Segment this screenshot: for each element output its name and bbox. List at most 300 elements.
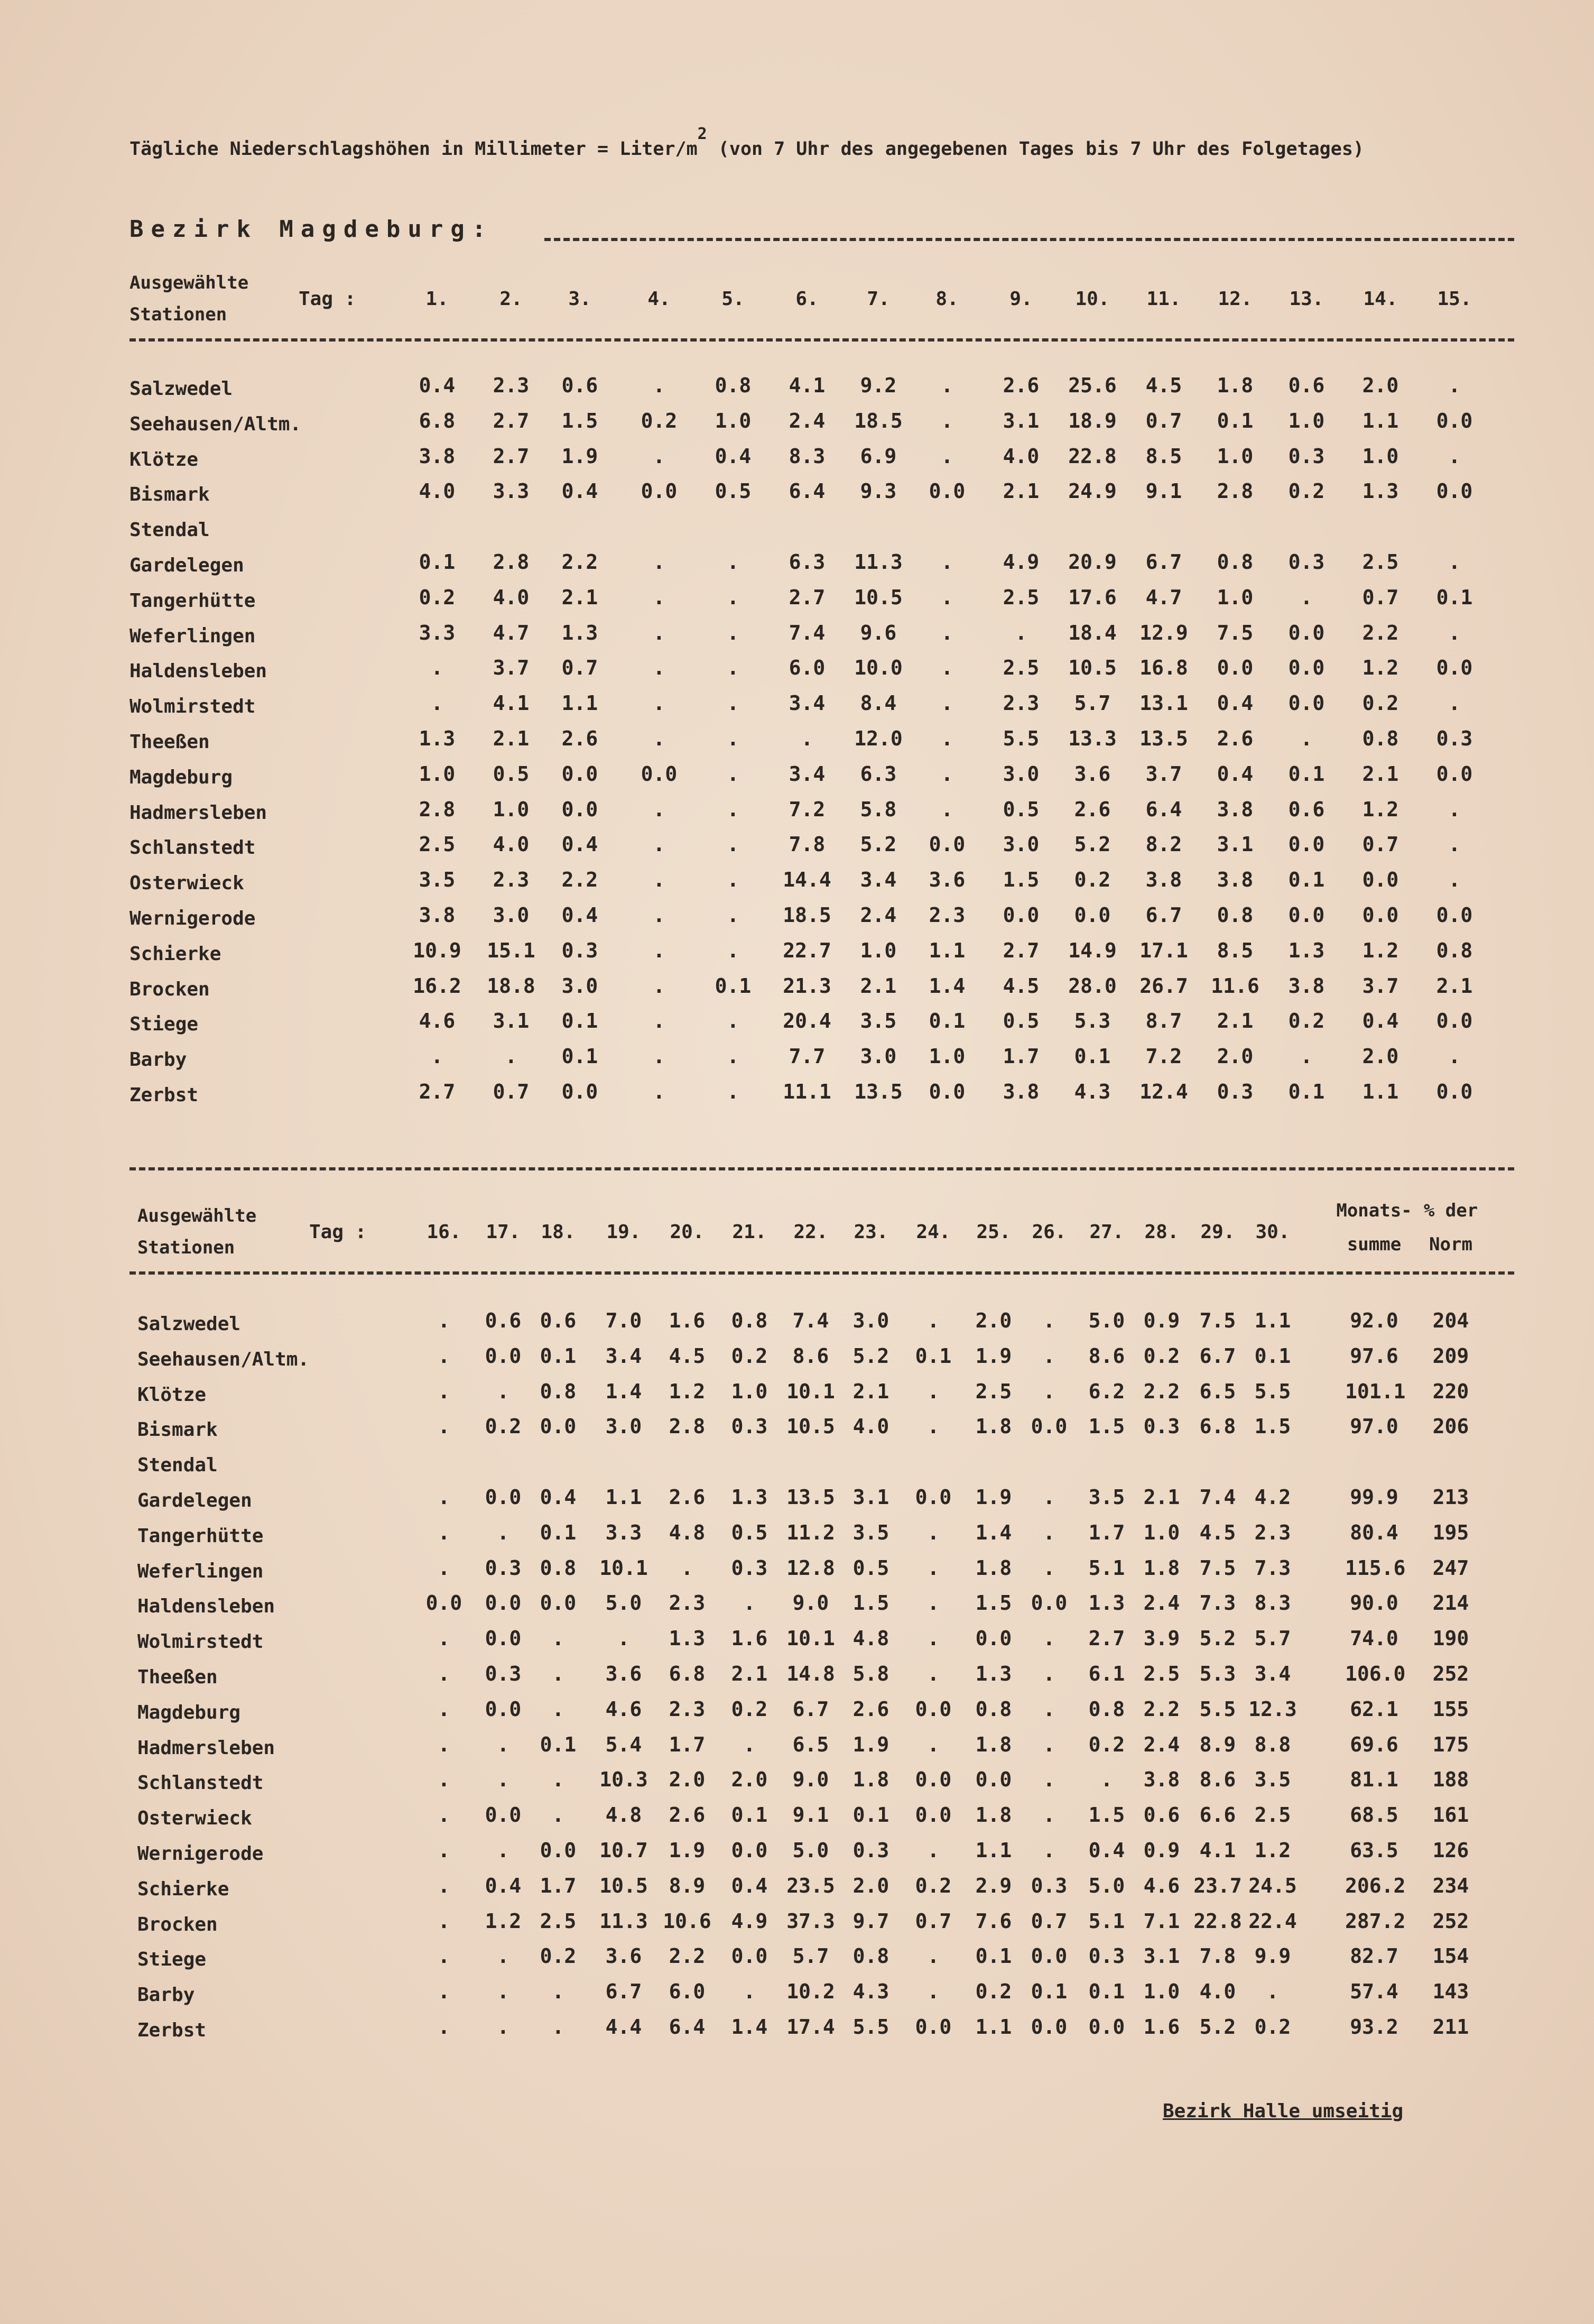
- table-cell: 0.0: [1436, 1009, 1473, 1033]
- station-name: Weferlingen: [129, 625, 256, 647]
- station-name: Tangerhütte: [129, 589, 256, 612]
- table-cell: .: [505, 1045, 517, 1068]
- table-cell: 8.9: [1199, 1732, 1236, 1756]
- table-cell: 2.8: [493, 550, 530, 574]
- table-cell: 5.0: [605, 1591, 642, 1615]
- table-cell: .: [681, 1556, 693, 1580]
- table-cell: .: [653, 444, 665, 468]
- table-cell: 0.0: [641, 479, 678, 503]
- station-name: Magdeburg: [129, 766, 233, 788]
- table-cell: .: [927, 1662, 940, 1685]
- table-cell: 0.0: [540, 1839, 577, 1862]
- table-cell: 4.0: [493, 585, 530, 609]
- table-cell: 5.2: [852, 1344, 889, 1368]
- table-cell: .: [1043, 1486, 1055, 1509]
- table-cell: .: [1448, 1045, 1461, 1068]
- table-cell: .: [1043, 1344, 1055, 1368]
- table-cell: .: [743, 1980, 756, 2004]
- region-underline: [544, 238, 1514, 241]
- table-cell: 2.7: [789, 585, 826, 609]
- station-name: Klötze: [129, 448, 199, 471]
- table-cell: .: [927, 1944, 940, 1968]
- table-cell: 6.6: [1199, 1803, 1236, 1827]
- table-cell: .: [552, 1980, 564, 2004]
- table-cell: .: [438, 1520, 450, 1544]
- table-cell: 3.0: [1003, 762, 1040, 786]
- table-cell: 0.2: [1362, 691, 1399, 715]
- table-cell: 0.0: [915, 1486, 952, 1509]
- table-cell: 1.4: [975, 1520, 1012, 1544]
- table-cell: 5.1: [1088, 1556, 1125, 1580]
- day-header-10: 10.: [1075, 288, 1110, 310]
- table-cell: 155: [1432, 1697, 1469, 1721]
- table-cell: 9.6: [860, 621, 897, 644]
- table-cell: 17.1: [1139, 938, 1188, 962]
- station-name: Hadmersleben: [129, 801, 267, 824]
- table-cell: 0.0: [485, 1486, 522, 1509]
- table-cell: 4.5: [1199, 1520, 1236, 1544]
- station-name: Barby: [129, 1049, 187, 1071]
- header-monthly-sum-line: summe: [1347, 1234, 1402, 1255]
- table-cell: .: [438, 1627, 450, 1650]
- day-header-7: 7.: [867, 288, 890, 310]
- table-cell: 6.7: [1199, 1344, 1236, 1368]
- table-cell: 0.5: [731, 1520, 768, 1544]
- table-cell: 0.0: [561, 1080, 598, 1103]
- table-cell: 3.6: [605, 1662, 642, 1685]
- table-cell: 0.0: [1088, 2015, 1125, 2039]
- table-cell: 6.3: [789, 550, 826, 574]
- table-cell: 6.5: [1199, 1379, 1236, 1403]
- table-cell: .: [927, 1415, 940, 1438]
- table-cell: 13.5: [1139, 727, 1188, 750]
- table-cell: 13.1: [1139, 691, 1188, 715]
- table-cell: .: [727, 656, 739, 680]
- table-cell: 14.9: [1068, 938, 1117, 962]
- station-name: Haldensleben: [129, 660, 267, 683]
- table-cell: 0.0: [1217, 656, 1254, 680]
- table-cell: 28.0: [1068, 974, 1117, 998]
- day-header-18: 18.: [541, 1221, 576, 1243]
- table-cell: 3.6: [929, 868, 966, 892]
- table-cell: 2.7: [1088, 1627, 1125, 1650]
- table-cell: 5.2: [1199, 1627, 1236, 1650]
- table-cell: 4.4: [605, 2015, 642, 2039]
- table-cell: 204: [1432, 1309, 1469, 1332]
- day-header-26: 26.: [1032, 1221, 1067, 1243]
- table-cell: .: [438, 1909, 450, 1933]
- table-cell: 3.9: [1143, 1627, 1180, 1650]
- table-cell: 0.0: [561, 797, 598, 821]
- table-cell: .: [927, 1732, 940, 1756]
- table-cell: 4.6: [1143, 1874, 1180, 1897]
- table-cell: 0.1: [1288, 1080, 1325, 1103]
- table-cell: .: [1043, 1839, 1055, 1862]
- table-cell: 10.0: [854, 656, 903, 680]
- table-cell: 0.1: [561, 1045, 598, 1068]
- table-cell: 0.0: [1436, 1080, 1473, 1103]
- table-cell: 12.9: [1139, 621, 1188, 644]
- day-header-21: 21.: [732, 1221, 767, 1243]
- table-cell: 2.4: [1143, 1732, 1180, 1756]
- table-cell: 1.0: [731, 1379, 768, 1403]
- table-cell: 0.2: [1088, 1732, 1125, 1756]
- table-cell: 3.4: [789, 691, 826, 715]
- table-cell: 11.6: [1211, 974, 1259, 998]
- table-cell: 8.3: [1254, 1591, 1291, 1615]
- table-cell: 1.1: [1254, 1309, 1291, 1332]
- table-cell: 0.4: [1088, 1839, 1125, 1862]
- table-cell: 0.9: [1143, 1309, 1180, 1332]
- table-cell: 1.0: [1143, 1520, 1180, 1544]
- table-cell: .: [1448, 797, 1461, 821]
- table-cell: 6.4: [789, 479, 826, 503]
- table-cell: 8.9: [669, 1874, 706, 1897]
- table-cell: 188: [1432, 1768, 1469, 1792]
- table-cell: 220: [1432, 1379, 1469, 1403]
- table-cell: 247: [1432, 1556, 1469, 1580]
- day-header-29: 29.: [1200, 1221, 1235, 1243]
- header-percent-norm-line: % der: [1423, 1200, 1478, 1221]
- table-cell: 3.1: [852, 1486, 889, 1509]
- table-cell: 0.3: [852, 1839, 889, 1862]
- table-cell: 0.8: [1362, 727, 1399, 750]
- table-cell: 6.5: [792, 1732, 829, 1756]
- table-cell: 7.3: [1199, 1591, 1236, 1615]
- table-cell: 2.3: [929, 903, 966, 927]
- table-cell: 2.6: [1217, 727, 1254, 750]
- table-cell: .: [653, 1080, 665, 1103]
- table-cell: 5.3: [1074, 1009, 1111, 1033]
- table-cell: 3.7: [1145, 762, 1182, 786]
- table-cell: 1.3: [561, 621, 598, 644]
- table-cell: 3.3: [419, 621, 456, 644]
- table-cell: 2.7: [419, 1080, 456, 1103]
- table-cell: 4.7: [1145, 585, 1182, 609]
- table-cell: 57.4: [1350, 1980, 1398, 2004]
- table-cell: 11.1: [783, 1080, 831, 1103]
- table-cell: 1.7: [540, 1874, 577, 1897]
- table-cell: 0.5: [1003, 1009, 1040, 1033]
- table-cell: 3.6: [605, 1944, 642, 1968]
- table-cell: 3.0: [605, 1415, 642, 1438]
- table-cell: 0.3: [561, 938, 598, 962]
- table-cell: 0.1: [1217, 409, 1254, 432]
- table-cell: .: [727, 833, 739, 856]
- table-cell: 2.8: [419, 797, 456, 821]
- table-cell: 6.7: [1145, 550, 1182, 574]
- table-cell: 4.5: [669, 1344, 706, 1368]
- table-cell: 1.5: [852, 1591, 889, 1615]
- table-cell: 2.6: [561, 727, 598, 750]
- table-cell: 5.7: [1254, 1627, 1291, 1650]
- table-cell: 10.5: [599, 1874, 648, 1897]
- table-cell: .: [727, 903, 739, 927]
- table-cell: 2.0: [1362, 374, 1399, 397]
- table-cell: 1.2: [1362, 938, 1399, 962]
- table-cell: 0.6: [540, 1309, 577, 1332]
- station-name: Wernigerode: [129, 908, 256, 929]
- table-cell: 2.1: [1217, 1009, 1254, 1033]
- table-cell: .: [727, 938, 739, 962]
- table-cell: 69.6: [1350, 1732, 1398, 1756]
- table-cell: 4.8: [669, 1520, 706, 1544]
- table-cell: 11.3: [599, 1909, 648, 1933]
- table-cell: 101.1: [1345, 1379, 1406, 1403]
- table-cell: 2.5: [1003, 585, 1040, 609]
- table-cell: .: [927, 1627, 940, 1650]
- table-cell: 10.5: [1068, 656, 1117, 680]
- table-cell: 9.1: [792, 1803, 829, 1827]
- table-cell: 18.5: [854, 409, 903, 432]
- table-cell: 3.0: [860, 1045, 897, 1068]
- table-cell: 8.3: [789, 444, 826, 468]
- table-cell: 10.5: [854, 585, 903, 609]
- table-cell: 4.9: [1003, 550, 1040, 574]
- table-cell: 3.8: [1217, 797, 1254, 821]
- table-cell: 1.8: [975, 1415, 1012, 1438]
- table-cell: 22.8: [1068, 444, 1117, 468]
- table-cell: 7.8: [789, 833, 826, 856]
- day-header-23: 23.: [854, 1221, 888, 1243]
- title-text-after: (von 7 Uhr des angegebenen Tages bis 7 Uhr des Folgetages): [707, 139, 1364, 160]
- table-cell: 0.2: [485, 1415, 522, 1438]
- table-cell: 1.5: [1254, 1415, 1291, 1438]
- table-cell: 2.1: [1003, 479, 1040, 503]
- station-name: Zerbst: [129, 1084, 199, 1106]
- table-cell: 1.3: [1088, 1591, 1125, 1615]
- table-cell: 0.0: [425, 1591, 462, 1615]
- table-cell: .: [438, 1768, 450, 1792]
- table-cell: .: [438, 1732, 450, 1756]
- table-cell: 0.8: [540, 1379, 577, 1403]
- table-cell: 18.8: [487, 974, 535, 998]
- header-divider: [129, 1271, 1514, 1275]
- table-cell: 1.1: [929, 938, 966, 962]
- table-cell: 0.0: [1288, 656, 1325, 680]
- table-cell: 0.6: [1288, 374, 1325, 397]
- table-cell: 7.7: [789, 1045, 826, 1068]
- table-cell: 4.7: [493, 621, 530, 644]
- table-cell: 21.3: [783, 974, 831, 998]
- table-cell: .: [941, 409, 953, 432]
- table-cell: .: [727, 1045, 739, 1068]
- table-cell: .: [1448, 550, 1461, 574]
- table-cell: 1.8: [975, 1732, 1012, 1756]
- table-cell: 2.6: [669, 1803, 706, 1827]
- table-cell: 4.1: [789, 374, 826, 397]
- table-cell: 63.5: [1350, 1839, 1398, 1862]
- table-cell: 0.0: [1436, 656, 1473, 680]
- day-header-15: 15.: [1437, 288, 1472, 310]
- title-text: Tägliche Niederschlagshöhen in Millimeter = Liter/m: [129, 139, 698, 160]
- table-cell: 1.0: [715, 409, 752, 432]
- station-name: Wolmirstedt: [129, 696, 256, 718]
- table-cell: 213: [1432, 1486, 1469, 1509]
- table-cell: 0.5: [493, 762, 530, 786]
- table-cell: .: [727, 727, 739, 750]
- table-cell: 1.7: [669, 1732, 706, 1756]
- day-header-24: 24.: [916, 1221, 951, 1243]
- table-separator: [129, 1167, 1514, 1170]
- table-cell: .: [727, 762, 739, 786]
- table-cell: 1.5: [1003, 868, 1040, 892]
- table-cell: 3.0: [852, 1309, 889, 1332]
- table-cell: .: [1448, 621, 1461, 644]
- table-cell: 2.6: [1003, 374, 1040, 397]
- table-cell: 214: [1432, 1591, 1469, 1615]
- table-cell: .: [431, 691, 443, 715]
- table-cell: 0.1: [561, 1009, 598, 1033]
- table-cell: 0.0: [975, 1627, 1012, 1650]
- table-cell: 0.2: [1074, 868, 1111, 892]
- table-cell: 0.0: [540, 1415, 577, 1438]
- table-cell: .: [941, 550, 953, 574]
- table-cell: .: [1266, 1980, 1279, 2004]
- table-cell: 2.1: [852, 1379, 889, 1403]
- table-cell: 8.2: [1145, 833, 1182, 856]
- day-header-2: 2.: [499, 288, 523, 310]
- table-cell: 2.7: [1003, 938, 1040, 962]
- table-cell: 0.0: [1436, 903, 1473, 927]
- station-name: Schierke: [129, 943, 221, 965]
- table-cell: 90.0: [1350, 1591, 1398, 1615]
- table-cell: 1.0: [1288, 409, 1325, 432]
- table-cell: .: [727, 1080, 739, 1103]
- table-cell: 2.1: [493, 727, 530, 750]
- day-header-11: 11.: [1146, 288, 1181, 310]
- table-cell: .: [927, 1980, 940, 2004]
- table-cell: 206.2: [1345, 1874, 1406, 1897]
- table-cell: 2.5: [419, 833, 456, 856]
- header-percent-norm: [1414, 1194, 1488, 1261]
- table-cell: 5.2: [1074, 833, 1111, 856]
- table-cell: 2.1: [561, 585, 598, 609]
- table-cell: 3.8: [1288, 974, 1325, 998]
- table-cell: 1.5: [1088, 1415, 1125, 1438]
- table-cell: .: [927, 1556, 940, 1580]
- table-cell: 3.5: [852, 1520, 889, 1544]
- table-cell: 252: [1432, 1909, 1469, 1933]
- table-cell: 3.8: [1217, 868, 1254, 892]
- station-name: Stiege: [129, 1013, 199, 1036]
- table-cell: 0.0: [1031, 1591, 1068, 1615]
- table-cell: 8.5: [1145, 444, 1182, 468]
- table-cell: 0.2: [915, 1874, 952, 1897]
- day-header-20: 20.: [670, 1221, 705, 1243]
- station-name: Haldensleben: [137, 1596, 275, 1618]
- day-header-28: 28.: [1144, 1221, 1179, 1243]
- header-divider: [129, 338, 1514, 342]
- header-stations-line: Stationen: [137, 1237, 235, 1258]
- table-cell: 4.2: [1254, 1486, 1291, 1509]
- table-cell: 12.4: [1139, 1080, 1188, 1103]
- table-cell: 1.5: [1088, 1803, 1125, 1827]
- table-cell: .: [1448, 444, 1461, 468]
- table-cell: .: [552, 1627, 564, 1650]
- table-cell: 7.2: [789, 797, 826, 821]
- table-cell: .: [431, 656, 443, 680]
- table-cell: 2.2: [1362, 621, 1399, 644]
- table-cell: 7.8: [1199, 1944, 1236, 1968]
- table-cell: 8.4: [860, 691, 897, 715]
- table-cell: 74.0: [1350, 1627, 1398, 1650]
- table-cell: 0.2: [1288, 479, 1325, 503]
- day-header-22: 22.: [793, 1221, 828, 1243]
- table-cell: 1.0: [1217, 444, 1254, 468]
- table-cell: 9.7: [852, 1909, 889, 1933]
- day-header-14: 14.: [1363, 288, 1398, 310]
- table-cell: 2.4: [789, 409, 826, 432]
- table-cell: 0.0: [641, 762, 678, 786]
- table-cell: 1.5: [561, 409, 598, 432]
- table-cell: 0.9: [1143, 1839, 1180, 1862]
- table-cell: 0.0: [485, 1697, 522, 1721]
- region-heading: Bezirk Magdeburg:: [129, 216, 494, 243]
- table-cell: 6.0: [789, 656, 826, 680]
- table-cell: .: [727, 691, 739, 715]
- day-header-9: 9.: [1009, 288, 1033, 310]
- table-cell: 3.1: [1143, 1944, 1180, 1968]
- day-header-25: 25.: [976, 1221, 1011, 1243]
- table-cell: 1.2: [1254, 1839, 1291, 1862]
- station-name: Gardelegen: [137, 1490, 252, 1511]
- table-cell: .: [438, 1556, 450, 1580]
- station-name: Salzwedel: [137, 1313, 241, 1335]
- table-cell: 2.3: [669, 1697, 706, 1721]
- table-cell: 97.6: [1350, 1344, 1398, 1368]
- table-cell: 143: [1432, 1980, 1469, 2004]
- table-cell: 1.6: [1143, 2015, 1180, 2039]
- table-cell: 5.7: [1074, 691, 1111, 715]
- table-cell: 195: [1432, 1520, 1469, 1544]
- station-name: Brocken: [129, 978, 210, 1000]
- table-cell: 4.0: [419, 479, 456, 503]
- table-cell: 3.5: [860, 1009, 897, 1033]
- table-cell: 206: [1432, 1415, 1469, 1438]
- table-cell: .: [552, 1697, 564, 1721]
- table-cell: 7.3: [1254, 1556, 1291, 1580]
- table-cell: .: [552, 1768, 564, 1792]
- table-cell: 0.0: [1031, 1415, 1068, 1438]
- table-cell: 1.9: [852, 1732, 889, 1756]
- station-name: Zerbst: [137, 2019, 207, 2041]
- table-cell: 6.7: [792, 1697, 829, 1721]
- table-cell: .: [653, 374, 665, 397]
- table-cell: .: [1043, 1662, 1055, 1685]
- table-cell: 0.7: [1362, 833, 1399, 856]
- table-cell: .: [653, 656, 665, 680]
- table-cell: .: [941, 797, 953, 821]
- table-cell: 1.1: [1362, 1080, 1399, 1103]
- station-name: Wernigerode: [137, 1843, 264, 1865]
- table-cell: .: [1043, 1520, 1055, 1544]
- table-cell: .: [431, 1045, 443, 1068]
- table-cell: 0.3: [1288, 444, 1325, 468]
- table-cell: 0.0: [561, 762, 598, 786]
- table-cell: 10.1: [786, 1379, 835, 1403]
- table-cell: .: [727, 585, 739, 609]
- table-cell: 3.1: [1003, 409, 1040, 432]
- table-cell: .: [1448, 868, 1461, 892]
- table-cell: 2.4: [1143, 1591, 1180, 1615]
- table-cell: 2.6: [852, 1697, 889, 1721]
- table-cell: .: [941, 374, 953, 397]
- station-name: Wolmirstedt: [137, 1631, 264, 1653]
- day-header-17: 17.: [486, 1221, 521, 1243]
- table-cell: 211: [1432, 2015, 1469, 2039]
- table-cell: 3.7: [1362, 974, 1399, 998]
